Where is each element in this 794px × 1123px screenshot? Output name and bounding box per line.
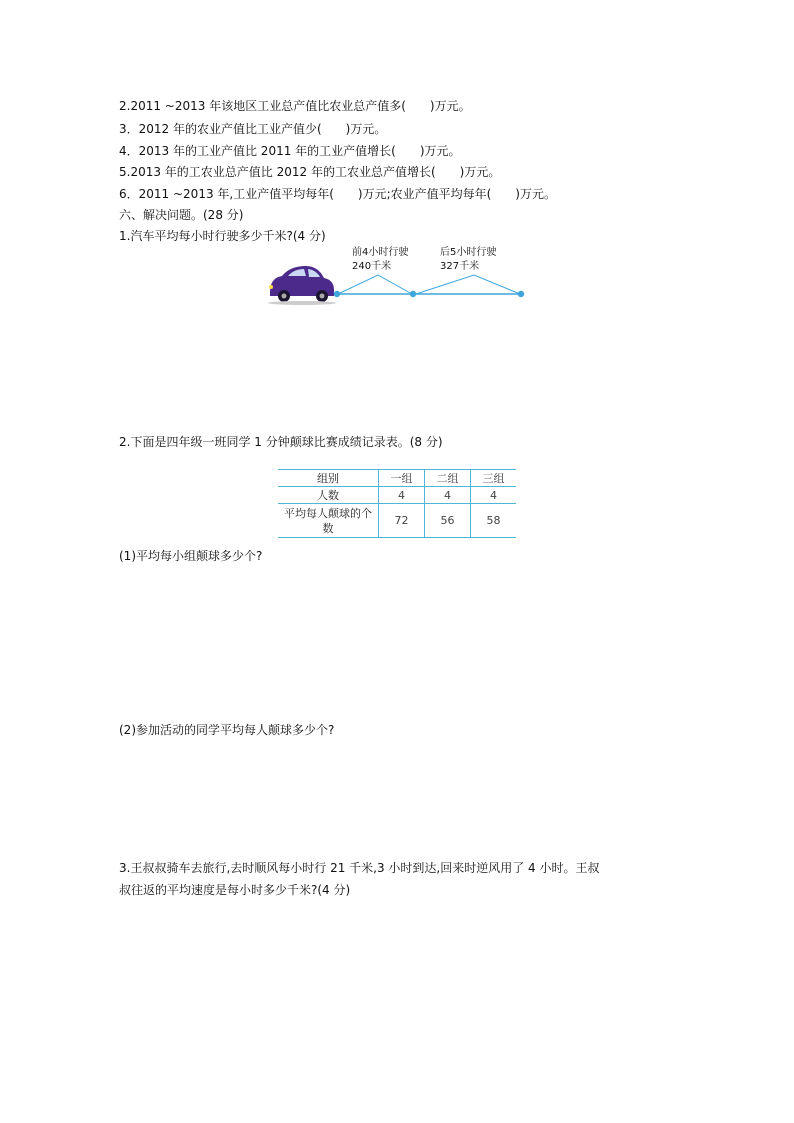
table-cell: 56 [425,504,471,538]
section-6-title: 六、解决问题。(28 分) [119,208,244,222]
table-header-cell: 三组 [471,470,517,487]
table-cell: 人数 [278,487,379,504]
problem-2-sub-1: (1)平均每小组颠球多少个? [119,549,263,563]
problem-2-sub-2: (2)参加活动的同学平均每人颠球多少个? [119,723,335,737]
table-header-cell: 二组 [425,470,471,487]
score-table [278,469,516,538]
table-cell [278,504,379,538]
question-2-text: 2.2011 ~2013 年该地区工业总产值比农业总产值多( )万元。 [119,99,471,113]
route-start-point [334,291,340,297]
segment-1-label-line2: 240千米 [352,261,392,272]
problem-1-text: 1.汽车平均每小时行驶多少千米?(4 分) [119,229,326,243]
table-header-cell: 一组 [379,470,425,487]
route-line [334,275,524,297]
segment-1-label-line1: 前4小时行驶 [352,247,409,258]
table-row [278,504,516,538]
table-cell: 58 [471,504,517,538]
question-3-text: 3．2012 年的农业产值比工业产值少( )万元。 [119,122,387,136]
table-cell: 4 [425,487,471,504]
question-5-text: 5.2013 年的工农业总产值比 2012 年的工农业总产值增长( )万元。 [119,165,501,179]
table-cell: 4 [379,487,425,504]
row-label-line1: 平均每人颠球的个 [284,506,372,520]
route-mid-point [410,291,416,297]
table-header-cell: 组别 [278,470,379,487]
car-journey-diagram [260,240,550,310]
table-row [278,487,516,504]
table-row [278,470,516,487]
problem-3-line-2: 叔往返的平均速度是每小时多少千米?(4 分) [119,883,351,897]
question-6-text: 6．2011 ~2013 年,工业产值平均每年( )万元;农业产值平均每年( )万元。 [119,187,556,201]
route-end-point [518,291,524,297]
problem-2-text: 2.下面是四年级一班同学 1 分钟颠球比赛成绩记录表。(8 分) [119,435,443,449]
car-icon [268,266,336,305]
table-cell: 72 [379,504,425,538]
segment-2-label-line2: 327千米 [440,261,480,272]
question-4-text: 4．2013 年的工业产值比 2011 年的工业产值增长( )万元。 [119,144,461,158]
table-cell: 4 [471,487,517,504]
segment-2-label-line1: 后5小时行驶 [440,247,497,258]
problem-3-line-1: 3.王叔叔骑车去旅行,去时顺风每小时行 21 千米,3 小时到达,回来时逆风用了 4 小时。王叔 [119,861,600,875]
row-label-line2: 数 [322,521,334,535]
